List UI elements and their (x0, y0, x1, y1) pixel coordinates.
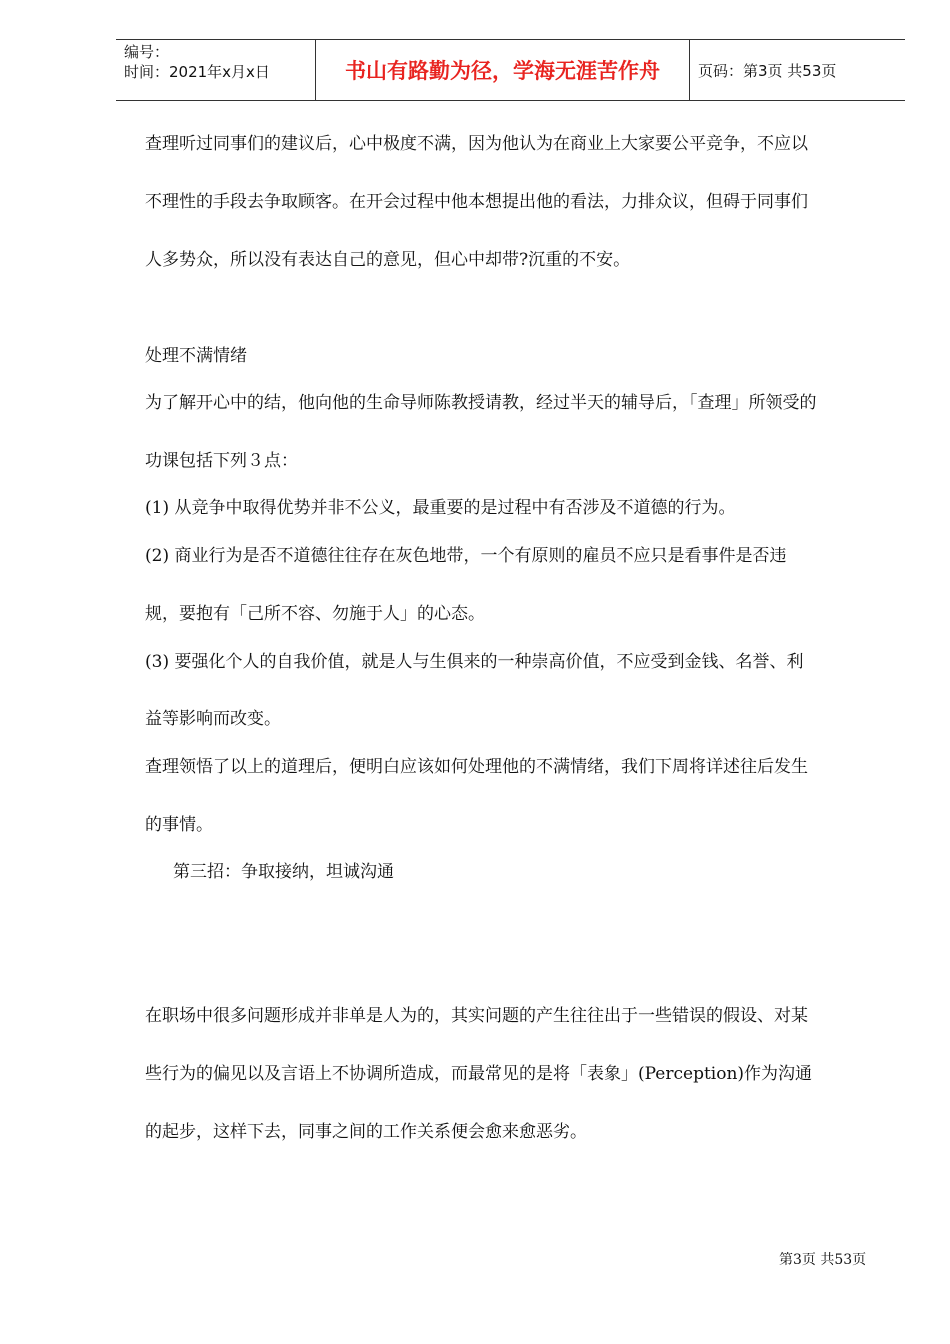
header-number: 编号： (124, 43, 170, 61)
list-item: (2) 商业行为是否不道德往往存在灰色地带，一个有原则的雇员不应只是看事件是否违 (145, 546, 787, 566)
list-item: (1) 从竞争中取得优势并非不公义，最重要的是过程中有否涉及不道德的行为。 (145, 498, 736, 518)
page-footer: 第3页 共53页 (779, 1252, 867, 1268)
list-item-continued: 益等影响而改变。 (145, 709, 281, 729)
body-line: 的事情。 (145, 815, 213, 835)
body-line: 查理听过同事们的建议后，心中极度不满，因为他认为在商业上大家要公平竞争，不应以 (145, 134, 808, 154)
list-item-continued: 规，要抱有「己所不容、勿施于人」的心态。 (145, 604, 485, 624)
body-line: 功课包括下列３点： (145, 451, 298, 471)
body-line: 查理领悟了以上的道理后，便明白应该如何处理他的不满情绪，我们下周将详述往后发生 (145, 757, 808, 777)
header-date: 时间：2021年x月x日 (124, 63, 270, 81)
header-meta (116, 40, 316, 100)
section-heading: 第三招：争取接纳，坦诚沟通 (173, 862, 394, 882)
list-item: (3) 要强化个人的自我价值，就是人与生俱来的一种崇高价值，不应受到金钱、名誉、利 (145, 652, 804, 672)
section-heading: 处理不满情绪 (145, 346, 247, 366)
header-page-number: 页码：第3页 共53页 (698, 61, 837, 80)
body-line: 在职场中很多问题形成并非单是人为的，其实问题的产生往往出于一些错误的假设、对某 (145, 1006, 808, 1026)
body-line: 为了解开心中的结，他向他的生命导师陈教授请教，经过半天的辅导后，「查理」所领受的 (145, 393, 817, 413)
page-header (116, 39, 905, 101)
body-line: 不理性的手段去争取顾客。在开会过程中他本想提出他的看法，力排众议，但碍于同事们 (145, 192, 808, 212)
header-motto: 书山有路勤为径，学海无涯苦作舟 (316, 40, 690, 100)
body-line: 些行为的偏见以及言语上不协调所造成，而最常见的是将「表象」(Perception)作为沟通 (145, 1064, 813, 1084)
body-line: 的起步，这样下去，同事之间的工作关系便会愈来愈恶劣。 (145, 1122, 587, 1142)
body-line: 人多势众，所以没有表达自己的意见，但心中却带?沉重的不安。 (145, 250, 631, 270)
